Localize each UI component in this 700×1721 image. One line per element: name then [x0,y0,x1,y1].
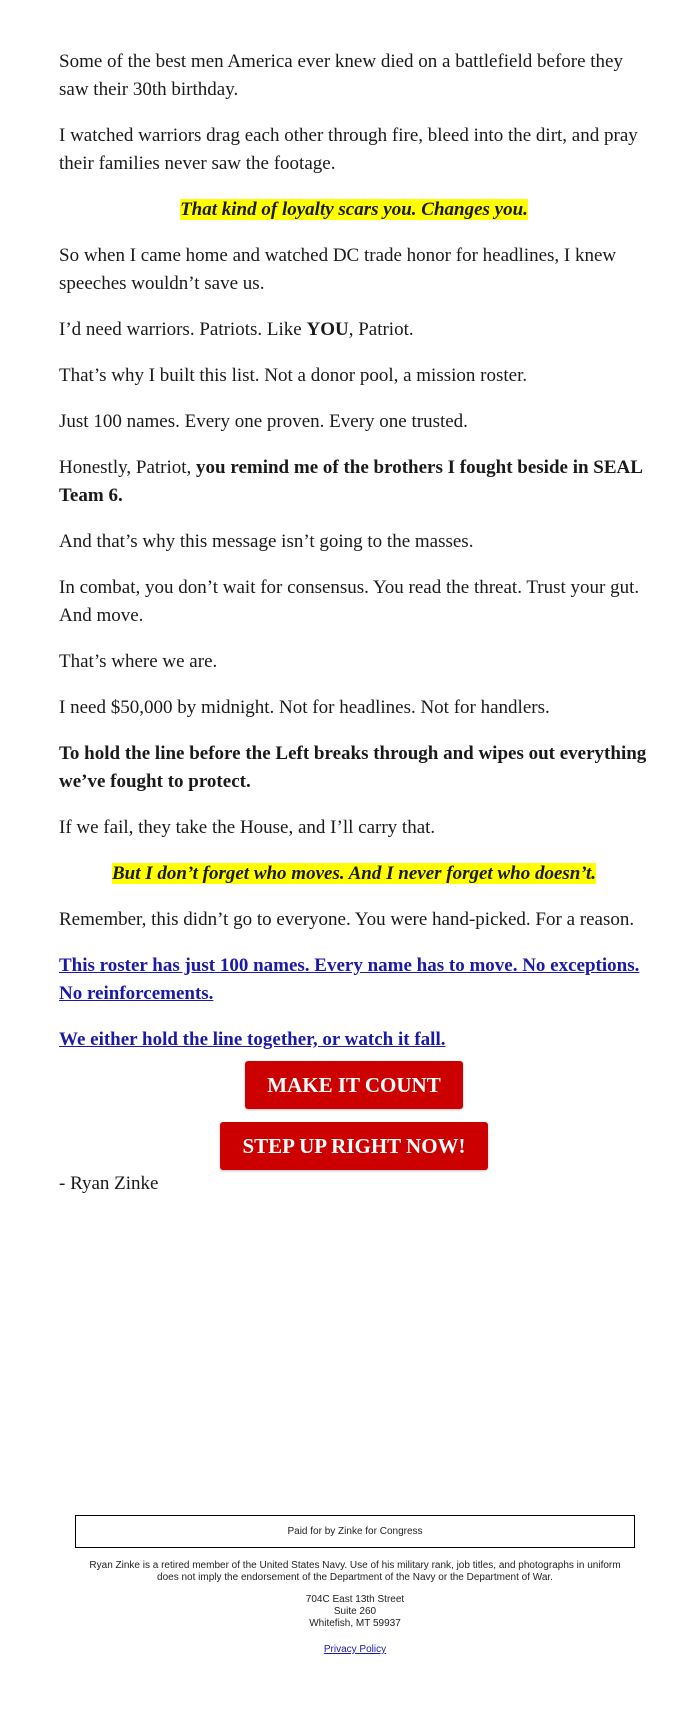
link-roster[interactable]: This roster has just 100 names. Every name has to move. No exceptions. No reinforcements. [59,955,640,1004]
text-patriots-before: I’d need warriors. Patriots. Like [59,319,307,340]
disclaimer-text: Ryan Zinke is a retired member of the United States Navy. Use of his military rank, job titles, and photographs in uniform does not imply the endorsement of the Department of the Navy or the Department of War. [89,1560,621,1583]
paragraph-where-we-are: That’s where we are. [59,651,218,672]
highlight-loyalty: That kind of loyalty scars you. Changes you. [180,199,528,220]
paragraph-combat: In combat, you don’t wait for consensus. You read the threat. Trust your gut. And move. [59,577,640,626]
text-honestly: Honestly, Patriot, [59,457,197,478]
mailing-address [75,1594,635,1630]
paragraph-100-names: Just 100 names. Every one proven. Every one trusted. [59,411,468,432]
text-seal-team-bold: you remind me of the brothers I fought beside in SEAL Team 6. [59,457,642,506]
text-patriots-after: , Patriot. [348,319,414,340]
paragraph-if-we-fail: If we fail, they take the House, and I’ll carry that. [59,817,436,838]
paragraph-masses: And that’s why this message isn’t going to the masses. [59,531,474,552]
paragraph-dc: So when I came home and watched DC trade honor for headlines, I knew speeches wouldn’t save us. [59,245,617,294]
button-row-2 [59,1109,649,1170]
paid-for-box: Paid for by Zinke for Congress [75,1515,635,1548]
privacy-policy-link[interactable]: Privacy Policy [323,1644,387,1655]
paragraph-list: That’s why I built this list. Not a donor pool, a mission roster. [59,365,528,386]
paragraph-hand-picked: Remember, this didn’t go to everyone. You were hand-picked. For a reason. [59,909,635,930]
make-it-count-button[interactable]: MAKE IT COUNT [245,1061,463,1109]
highlight-loyalty-wrap [59,196,649,224]
highlight-moves-wrap [59,860,649,888]
paragraph-midnight: I need $50,000 by midnight. Not for headlines. Not for handlers. [59,697,550,718]
highlight-moves: But I don’t forget who moves. And I never forget who doesn’t. [112,863,596,884]
address-line-suite: Suite 260 [333,1606,377,1617]
button-row-1 [59,1072,649,1109]
email-body [59,48,649,1216]
paragraph-seal-team [59,454,649,510]
paragraph-battlefield: Some of the best men America ever knew died on a battlefield before they saw their 30th birthday. [59,51,623,100]
footer [75,1515,635,1656]
link-hold-line-wrap [59,1026,649,1054]
address-line-street: 704C East 13th Street [305,1594,405,1605]
link-roster-wrap [59,952,649,1008]
paragraph-patriots [59,316,649,344]
text-hold-line-bold: To hold the line before the Left breaks through and wipes out everything we’ve fought to protect. [59,743,647,792]
text-you-bold: YOU [306,319,349,340]
paragraph-hold-line [59,740,649,796]
step-up-button[interactable]: STEP UP RIGHT NOW! [220,1122,488,1170]
address-line-city: Whitefish, MT 59937 [309,1618,401,1629]
paragraph-warriors: I watched warriors drag each other through fire, bleed into the dirt, and pray their families never saw the footage. [59,125,638,174]
signature: - Ryan Zinke [59,1173,159,1194]
link-hold-line[interactable]: We either hold the line together, or watch it fall. [59,1029,446,1050]
